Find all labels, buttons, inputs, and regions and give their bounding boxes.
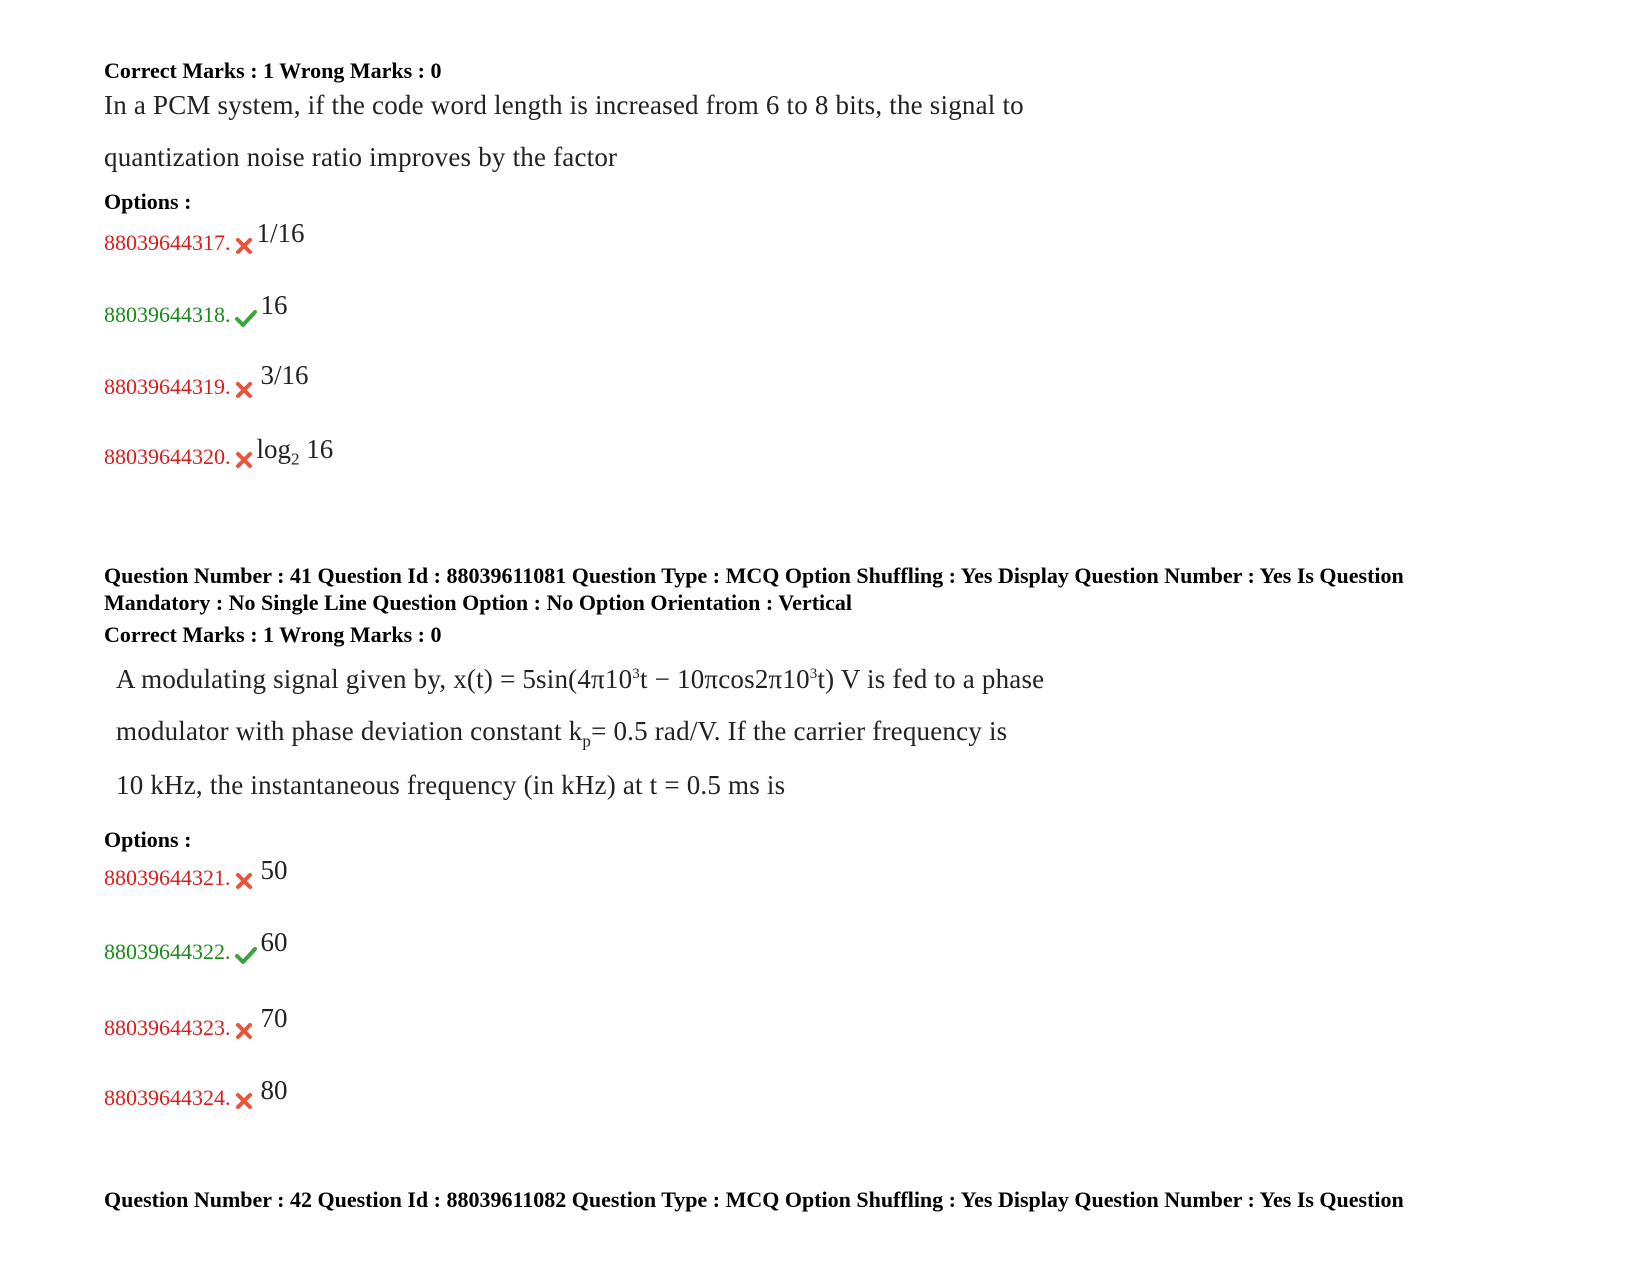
cross-icon [235,381,253,398]
option-value: $\log_2 16$ [256,434,334,469]
option-row [104,1003,288,1042]
option-id: 88039644318. [104,302,231,327]
option-row [104,360,309,401]
options-label: Options : [104,827,192,852]
cross-icon [235,872,253,889]
option-row [104,855,288,892]
marks-info: Correct Marks : 1 Wrong Marks : 0 [104,58,442,83]
question-text-line: modulator with phase deviation constant $k_p= 0.5$ rad/V. If the carrier frequency is [116,716,1008,751]
option-row [104,218,305,257]
option-id: 88039644317. [104,230,231,255]
check-icon [235,946,257,963]
option-id: 88039644320. [104,444,231,469]
cross-icon [235,237,253,254]
option-value: 3/16 [260,360,309,390]
question-header: Question Number : 41 Question Id : 88039611081 Question Type : MCQ Option Shuffling : Yes Display Question Number : Yes Is Question [104,563,1404,588]
question-text-line: 10 kHz, the instantaneous frequency (in kHz) at t = 0.5 ms is [116,770,786,800]
option-value: 60 [260,927,288,957]
question-text-line: quantization noise ratio improves by the factor [104,142,618,172]
question-header: Mandatory : No Single Line Question Option : No Option Orientation : Vertical [104,590,853,615]
cross-icon [235,451,253,468]
question-text-line: A modulating signal given by, $x(t) = 5\sin(4\pi 10^3t - 10\pi\cos 2\pi 10^3t)$ V is fed to a phase [116,664,1045,694]
option-id: 88039644323. [104,1015,231,1040]
option-value: 50 [260,855,288,885]
options-label: Options : [104,189,192,214]
check-icon [235,309,257,326]
cross-icon [235,1022,253,1039]
question-header: Question Number : 42 Question Id : 88039611082 Question Type : MCQ Option Shuffling : Yes Display Question Number : Yes Is Question [104,1187,1404,1212]
option-value: 70 [260,1003,288,1033]
marks-info: Correct Marks : 1 Wrong Marks : 0 [104,622,442,647]
option-value: 1/16 [256,218,305,248]
option-value: 16 [260,290,288,320]
option-row [104,1075,288,1112]
option-id: 88039644319. [104,374,231,399]
question-text-line: In a PCM system, if the code word length is increased from 6 to 8 bits, the signal to [104,90,1024,120]
option-id: 88039644322. [104,939,231,964]
option-row [104,927,288,966]
option-value: 80 [260,1075,288,1105]
option-id: 88039644321. [104,865,231,890]
option-row [104,290,288,329]
cross-icon [235,1092,253,1109]
option-row [104,434,334,475]
option-id: 88039644324. [104,1085,231,1110]
